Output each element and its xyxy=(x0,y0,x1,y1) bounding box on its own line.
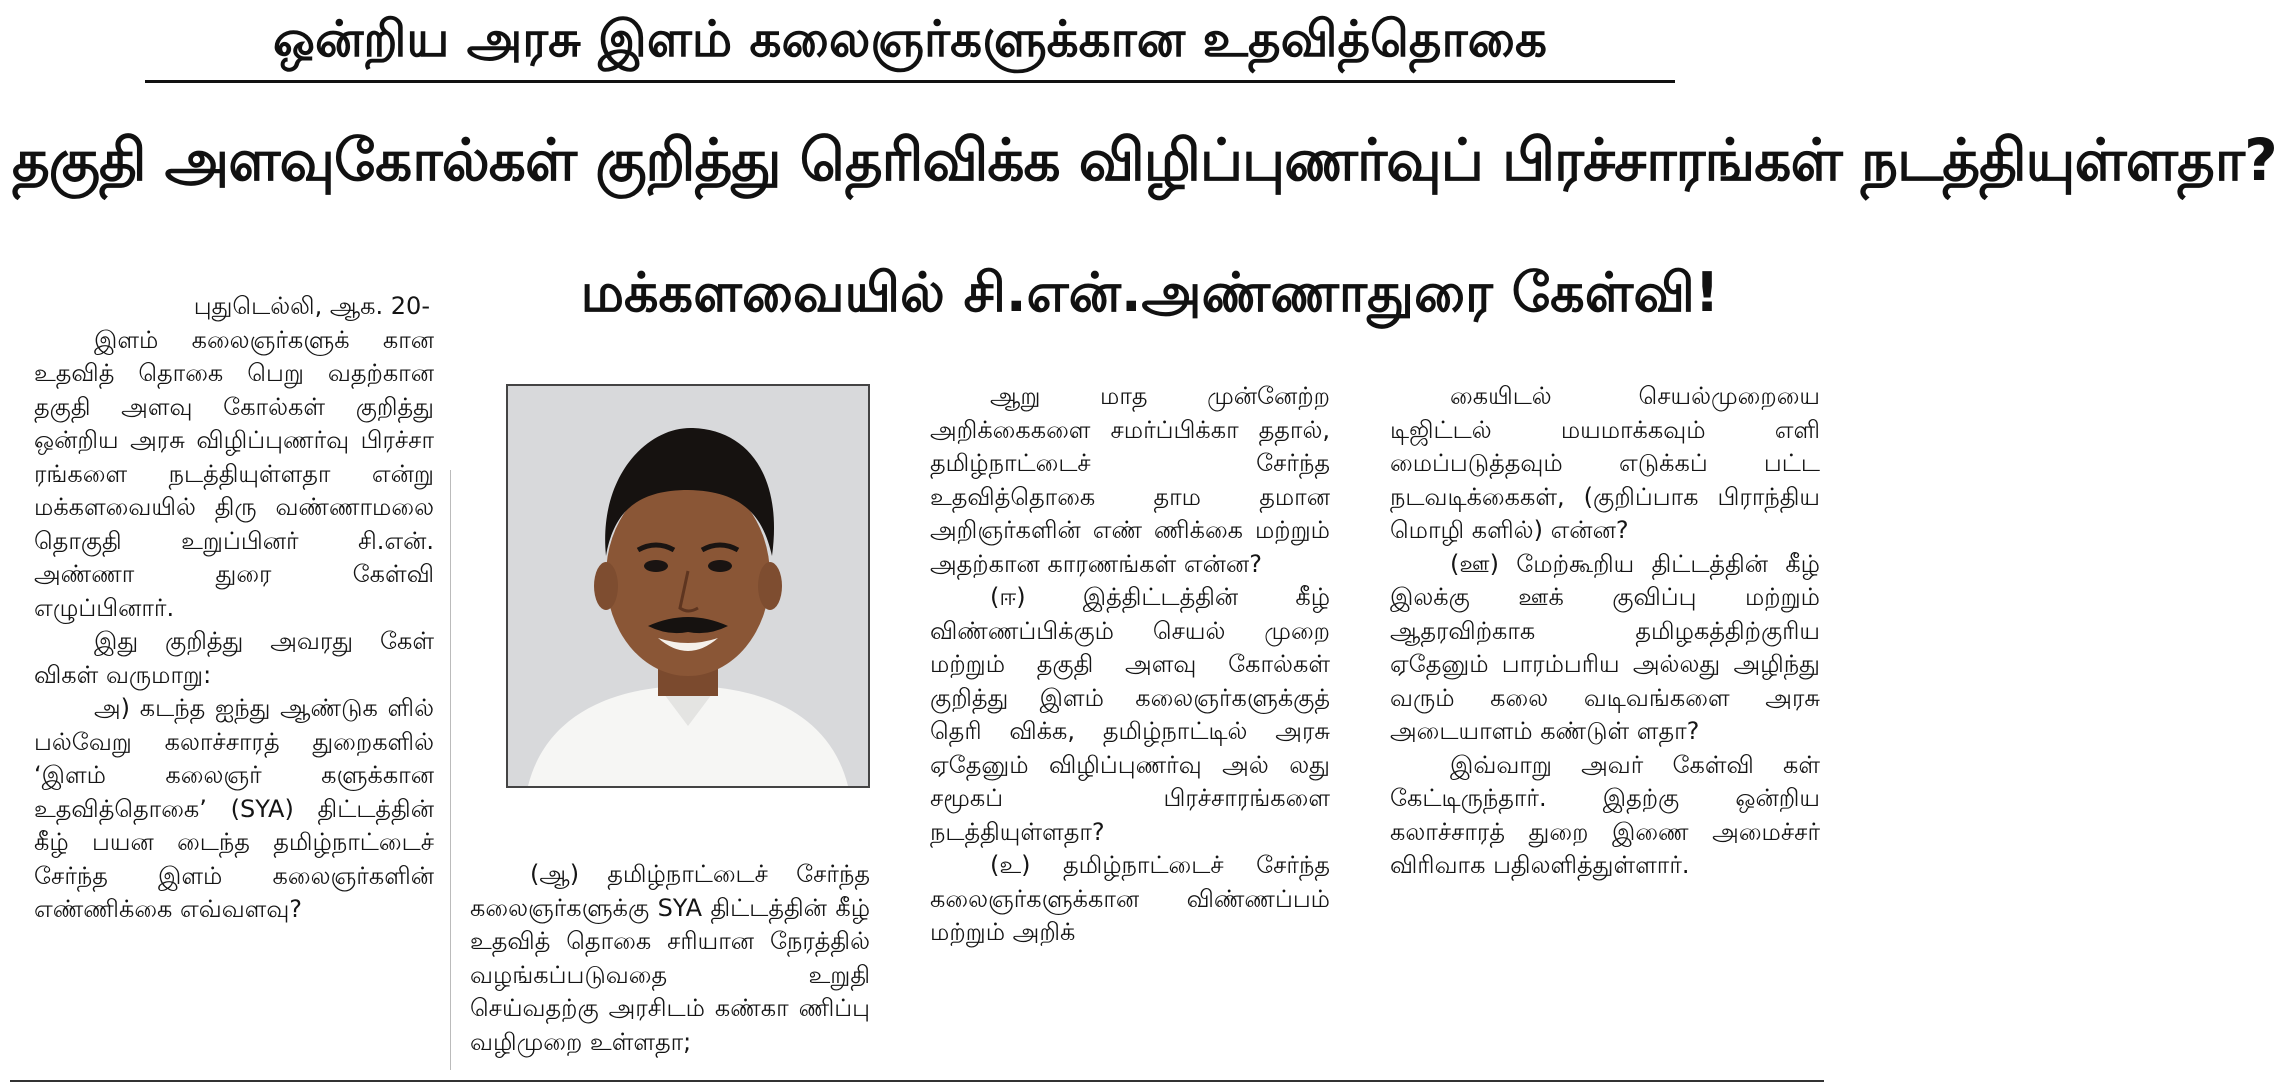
sub-headline: மக்களவையில் சி.என்.அண்ணாதுரை கேள்வி! xyxy=(580,261,1720,324)
paragraph: ஆறு மாத முன்னேற்ற அறிக்கைகளை சமர்ப்பிக்கா ததால், தமிழ்நாட்டைச் சேர்ந்த உதவித்தொகை தாம தமான அறிஞர்களின் எண் ணிக்கை மற்றும் அதற்கான காரணங்கள் என்ன? xyxy=(930,382,1330,578)
paragraph: (உ) தமிழ்நாட்டைச் சேர்ந்த கலைஞர்களுக்கான விண்ணப்பம் மற்றும் அறிக் xyxy=(930,851,1330,946)
article-column-2 xyxy=(470,858,870,1078)
paragraph: இவ்வாறு அவர் கேள்வி கள் கேட்டிருந்தார். இதற்கு ஒன்றிய கலாச்சாரத் துறை இணை அமைச்சர் விரிவாக பதிலளித்துள்ளார். xyxy=(1390,750,1820,879)
paragraph: அ) கடந்த ஐந்து ஆண்டுக ளில் பல்வேறு கலாச்சாரத் துறைகளில் ‘இளம் கலைஞர் களுக்கான உதவித்தொகை’ (SYA) திட்டத்தின் கீழ் பயன டைந்த தமிழ்நாட்டைச் சேர்ந்த இளம் கலைஞர்களின் எண்ணிக்கை எவ்வளவு? xyxy=(34,694,434,923)
article-column-1 xyxy=(34,290,434,1070)
article-column-4 xyxy=(1390,380,1820,1080)
bottom-rule xyxy=(10,1080,1824,1082)
paragraph: இளம் கலைஞர்களுக் கான உதவித் தொகை பெறு வதற்கான தகுதி அளவு கோல்கள் குறித்து ஒன்றிய அரசு விழிப்புணர்வு பிரச்சா ரங்களை நடத்தியுள்ளதா என்று மக்களவையில் திரு வண்ணாமலை தொகுதி உறுப்பினர் சி.என். அண்ணா துரை கேள்வி எழுப்பினார். xyxy=(34,325,434,622)
kicker-headline: ஒன்றிய அரசு இளம் கலைஞர்களுக்கான உதவித்தொகை xyxy=(273,10,1547,68)
paragraph: (ஈ) இத்திட்டத்தின் கீழ் விண்ணப்பிக்கும் செயல் முறை மற்றும் தகுதி அளவு கோல்கள் குறித்து இளம் கலைஞர்களுக்குத் தெரி விக்க, தமிழ்நாட்டில் அரசு ஏதேனும் விழிப்புணர்வு அல் லது சமூகப் பிரச்சாரங்களை நடத்தியுள்ளதா? xyxy=(930,583,1330,846)
paragraph: இது குறித்து அவரது கேள் விகள் வருமாறு: xyxy=(34,627,434,689)
paragraph: (ஊ) மேற்கூறிய திட்டத்தின் கீழ் இலக்கு ஊக் குவிப்பு மற்றும் ஆதரவிற்காக தமிழகத்திற்குரிய ஏதேனும் பாரம்பரிய அல்லது அழிந்து வரும் கலை வடிவங்களை அரசு அடையாளம் கண்டுள் ளதா? xyxy=(1390,549,1820,745)
portrait-illustration xyxy=(508,386,868,786)
main-headline: தகுதி அளவுகோல்கள் குறித்து தெரிவிக்க விழிப்புணர்வுப் பிரச்சாரங்கள் நடத்தியுள்ளதா? xyxy=(12,126,2277,194)
paragraph: (ஆ) தமிழ்நாட்டைச் சேர்ந்த கலைஞர்களுக்கு SYA திட்டத்தின் கீழ் உதவித் தொகை சரியான நேரத்தில் வழங்கப்படுவதை உறுதி செய்வதற்கு அரசிடம் கண்கா ணிப்பு வழிமுறை உள்ளதா; xyxy=(470,860,870,1056)
kicker-underline xyxy=(145,80,1675,83)
paragraph: கையிடல் செயல்முறையை டிஜிட்டல் மயமாக்கவும் எளி மைப்படுத்தவும் எடுக்கப் பட்ட நடவடிக்கைகள், (குறிப்பாக பிராந்திய மொழி களில்) என்ன? xyxy=(1390,382,1820,544)
portrait-photo xyxy=(506,384,870,788)
column-divider xyxy=(450,470,451,1070)
dateline: புதுடெல்லி, ஆக. 20- xyxy=(193,292,430,320)
article-column-3 xyxy=(930,380,1330,1080)
